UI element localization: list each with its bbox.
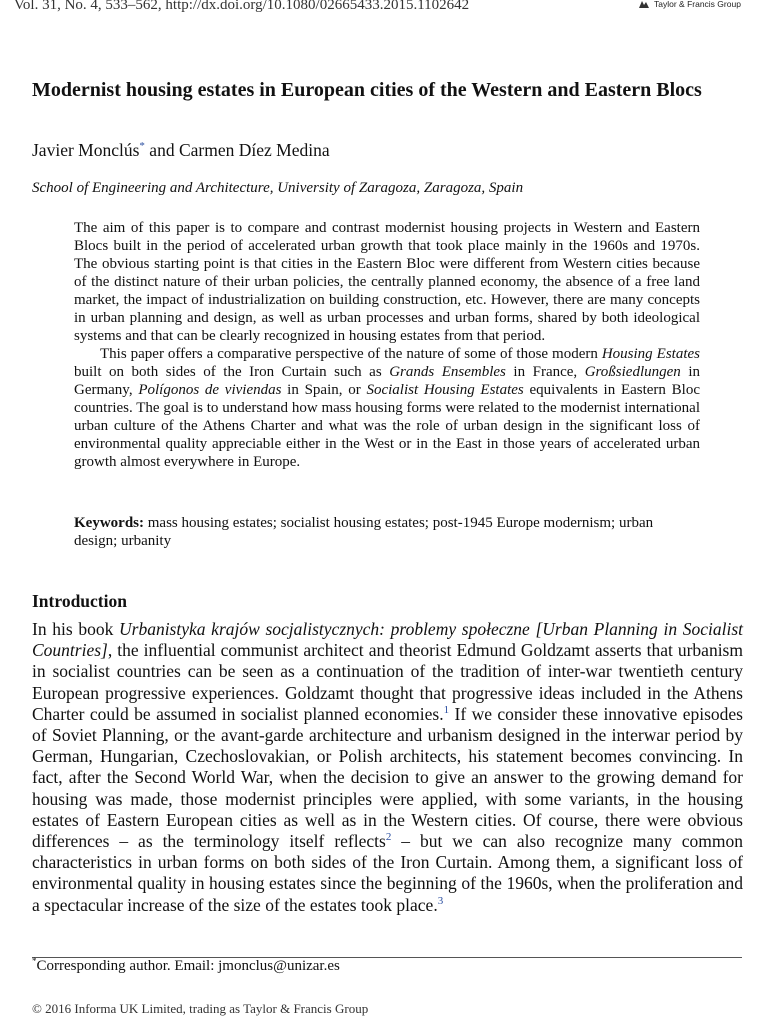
introduction-paragraph: In his book Urbanistyka krajów socjalistycznych: problemy społeczne [Urban Planning in Socialist Countries], the influential communist architect and theorist Edmund Goldzamt asserts that urbanism in socialist countries can be seen as a continuation of the tradition of inter-war twentieth century European progressive experiences. Goldzamt thought that progressive ideas included in the Athens Charter could be assumed in socialist planned economies.$^1$ If we consider these innovative episodes of Soviet Planning, or the avant-garde architecture and urbanism designed in the interwar period by German, Hungarian, Czechoslovakian, or Polish architects, his statement becomes convincing. In fact, after the Second World War, when the decision to give an answer to the growing demand for housing was made, those modernist principles were applied, with some variants, in the housing estates of Eastern European cities as well as in the Western cities. Of course, there were obvious differences – as the terminology itself reflects$^2$ – but we can also recognize many common characteristics in urban forms on both sides of the Iron Curtain. Among them, a significant loss of environmental quality in housing estates since the beginning of the 1960s, when the proliferation and a spectacular increase of the size of the estates took place.$^3$ bbox=[32, 619, 744, 915]
abstract bbox=[74, 219, 700, 471]
keywords-label: Keywords: bbox=[74, 515, 144, 531]
publisher-name: Taylor & Francis Group bbox=[654, 0, 741, 9]
footnote-ref-3[interactable]: 3 bbox=[437, 894, 444, 907]
publisher-logo bbox=[638, 0, 741, 9]
abstract-paragraph: This paper offers a comparative perspective of the nature of some of those modern Housing Estates built on both sides of the Iron Curtain such as Grands Ensembles in France, Großsiedlungen in Germany, Polígonos de viviendas in Spain, or Socialist Housing Estates equivalents in Eastern Bloc countries. The goal is to understand how mass housing forms were related to the modernist international urban culture of the Athens Charter and what was the role of urban design in the significant loss of environmental quality appreciable either in the West or in the East in those years of accelerated urban growth almost everywhere in Europe. bbox=[74, 346, 700, 470]
footnote-marker: * bbox=[32, 956, 37, 966]
keywords-list: mass housing estates; socialist housing estates; post-1945 Europe modernism; urban design; urbanity bbox=[74, 515, 654, 549]
authors bbox=[32, 140, 330, 161]
footnote-ref-1[interactable]: 1 bbox=[443, 703, 450, 716]
article-title: Modernist housing estates in European cities of the Western and Eastern Blocs bbox=[32, 79, 702, 101]
author-affiliation: School of Engineering and Architecture, University of Zaragoza, Zaragoza, Spain bbox=[32, 180, 524, 196]
footnote-ref-2[interactable]: 2 bbox=[385, 831, 392, 844]
keywords bbox=[74, 514, 700, 550]
author-name: Javier Monclús bbox=[32, 140, 140, 160]
abstract-paragraph: The aim of this paper is to compare and contrast modernist housing projects in Western and Eastern Blocs built in the period of accelerated urban growth that took place mainly in the 1960s and 1970s. The obvious starting point is that cities in the Eastern Bloc were different from Western cities because of the distinct nature of their urban policies, the centrally planned economy, the absence of a free land market, the impact of industrialization on building construction, etc. However, there are many concepts in urban planning and design, as well as urban processes and urban forms, shared by both ideological systems and that can be clearly recognized in housing estates from that period. bbox=[74, 220, 700, 344]
authors-conjunction: and bbox=[144, 140, 179, 160]
section-heading: Introduction bbox=[32, 591, 127, 611]
taylor-francis-logo-icon bbox=[638, 0, 650, 9]
copyright-notice: © 2016 Informa UK Limited, trading as Taylor & Francis Group bbox=[32, 1001, 369, 1016]
footnote bbox=[32, 958, 340, 975]
corresponding-author-marker[interactable]: * bbox=[139, 140, 145, 152]
footnote-text: Corresponding author. Email: jmonclus@unizar.es bbox=[36, 958, 340, 974]
author-name: Carmen Díez Medina bbox=[178, 140, 330, 160]
journal-citation: Vol. 31, No. 4, 533–562, http://dx.doi.org/10.1080/02665433.2015.1102642 bbox=[14, 0, 470, 13]
